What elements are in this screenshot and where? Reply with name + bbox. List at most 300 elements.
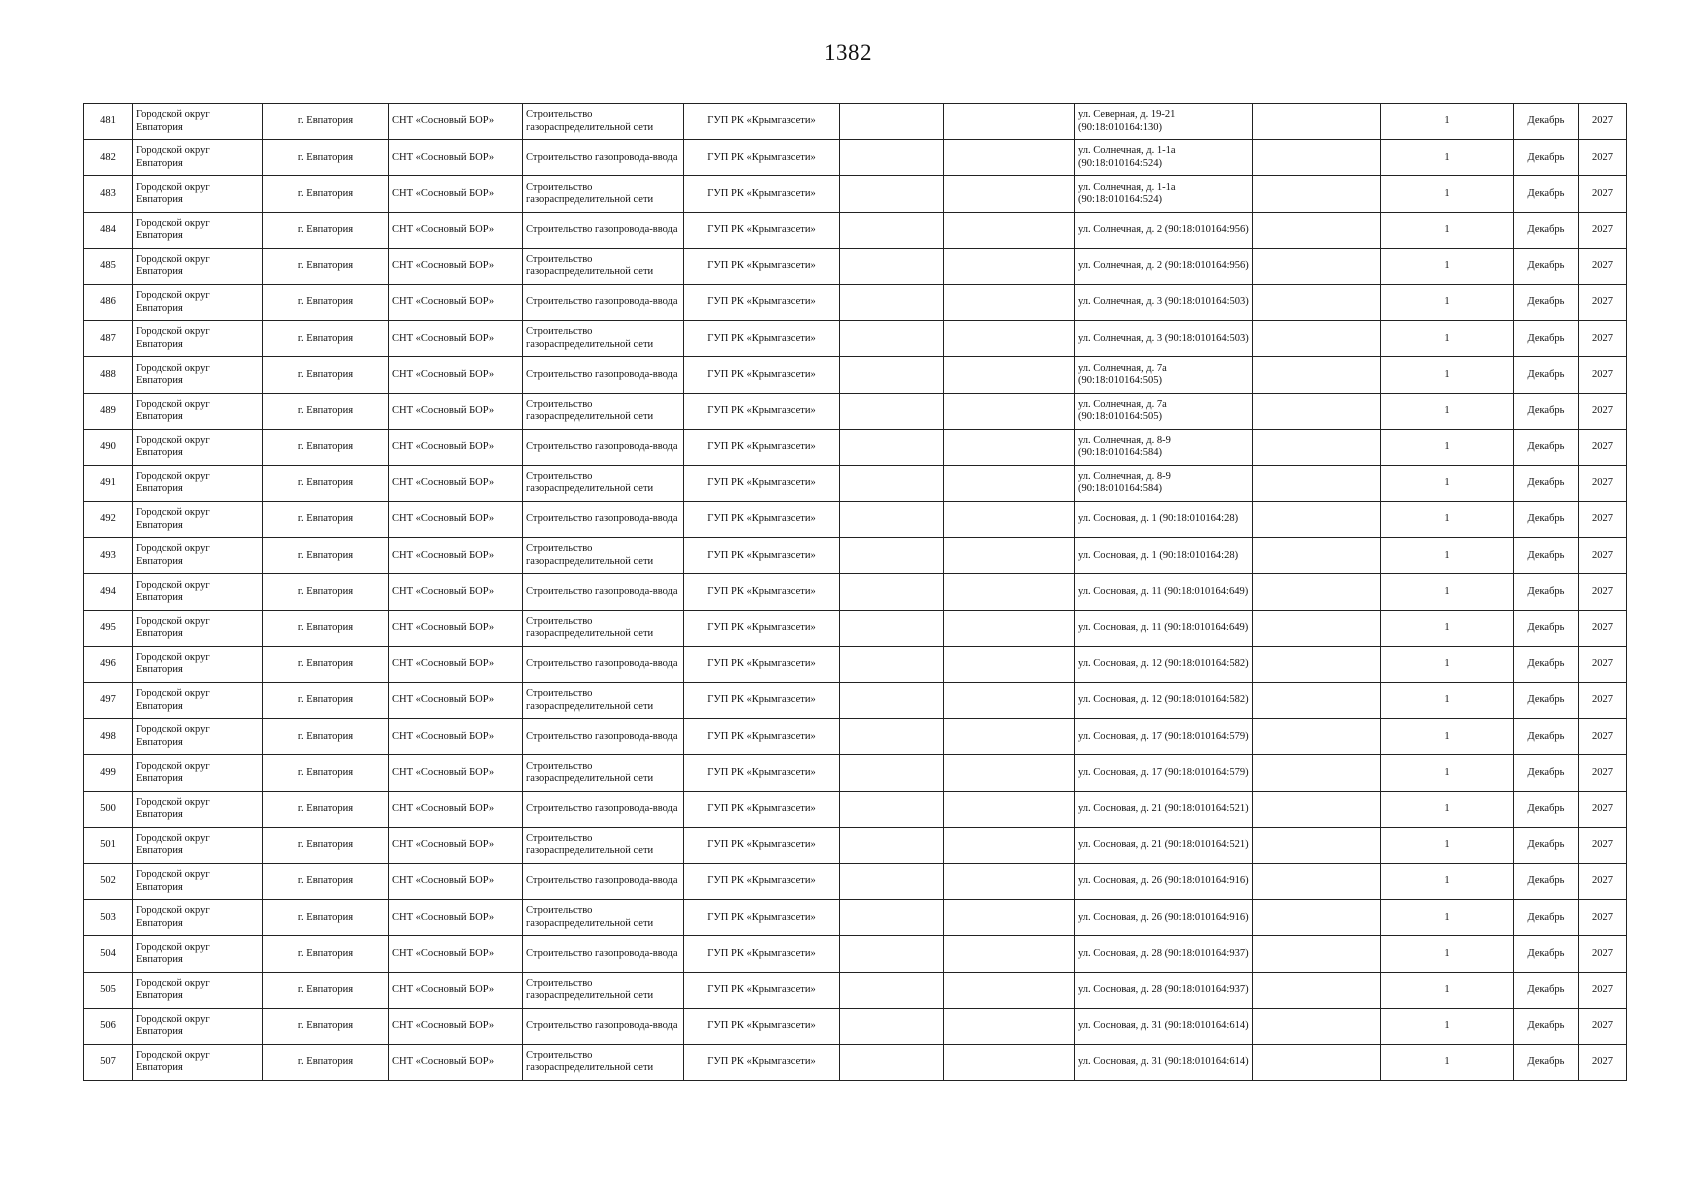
empty-cell xyxy=(840,140,944,176)
year-cell: 2027 xyxy=(1579,900,1627,936)
organization-cell: ГУП РК «Крымгазсети» xyxy=(684,465,840,501)
year-cell: 2027 xyxy=(1579,212,1627,248)
organization-cell: ГУП РК «Крымгазсети» xyxy=(684,755,840,791)
district-cell: Городской округ Евпатория xyxy=(133,502,263,538)
table-row xyxy=(84,104,1627,140)
address-cell: ул. Солнечная, д. 2 (90:18:010164:956) xyxy=(1075,248,1253,284)
district-cell: Городской округ Евпатория xyxy=(133,791,263,827)
city-cell: г. Евпатория xyxy=(263,393,389,429)
snt-cell: СНТ «Сосновый БОР» xyxy=(389,104,523,140)
quantity-cell: 1 xyxy=(1381,1008,1514,1044)
month-cell: Декабрь xyxy=(1514,1008,1579,1044)
address-cell: ул. Солнечная, д. 7а (90:18:010164:505) xyxy=(1075,357,1253,393)
empty-cell xyxy=(840,284,944,320)
table-row xyxy=(84,212,1627,248)
snt-cell: СНТ «Сосновый БОР» xyxy=(389,755,523,791)
snt-cell: СНТ «Сосновый БОР» xyxy=(389,683,523,719)
row-number: 482 xyxy=(84,140,133,176)
empty-cell xyxy=(1253,972,1381,1008)
year-cell: 2027 xyxy=(1579,610,1627,646)
month-cell: Декабрь xyxy=(1514,176,1579,212)
empty-cell xyxy=(1253,176,1381,212)
empty-cell xyxy=(944,321,1075,357)
city-cell: г. Евпатория xyxy=(263,104,389,140)
row-number: 495 xyxy=(84,610,133,646)
empty-cell xyxy=(1253,1008,1381,1044)
district-cell: Городской округ Евпатория xyxy=(133,140,263,176)
empty-cell xyxy=(944,357,1075,393)
quantity-cell: 1 xyxy=(1381,465,1514,501)
quantity-cell: 1 xyxy=(1381,284,1514,320)
year-cell: 2027 xyxy=(1579,465,1627,501)
city-cell: г. Евпатория xyxy=(263,900,389,936)
empty-cell xyxy=(1253,936,1381,972)
row-number: 490 xyxy=(84,429,133,465)
empty-cell xyxy=(944,502,1075,538)
address-cell: ул. Сосновая, д. 26 (90:18:010164:916) xyxy=(1075,863,1253,899)
district-cell: Городской округ Евпатория xyxy=(133,863,263,899)
address-cell: ул. Сосновая, д. 11 (90:18:010164:649) xyxy=(1075,610,1253,646)
address-cell: ул. Сосновая, д. 31 (90:18:010164:614) xyxy=(1075,1044,1253,1080)
quantity-cell: 1 xyxy=(1381,248,1514,284)
empty-cell xyxy=(944,176,1075,212)
snt-cell: СНТ «Сосновый БОР» xyxy=(389,429,523,465)
work-type-cell: Строительство газопровода-ввода xyxy=(523,357,684,393)
empty-cell xyxy=(1253,863,1381,899)
empty-cell xyxy=(1253,791,1381,827)
city-cell: г. Евпатория xyxy=(263,212,389,248)
district-cell: Городской округ Евпатория xyxy=(133,936,263,972)
district-cell: Городской округ Евпатория xyxy=(133,1044,263,1080)
city-cell: г. Евпатория xyxy=(263,502,389,538)
snt-cell: СНТ «Сосновый БОР» xyxy=(389,610,523,646)
empty-cell xyxy=(840,719,944,755)
work-type-cell: Строительство газопровода-ввода xyxy=(523,936,684,972)
empty-cell xyxy=(840,212,944,248)
month-cell: Декабрь xyxy=(1514,212,1579,248)
quantity-cell: 1 xyxy=(1381,719,1514,755)
table-row xyxy=(84,972,1627,1008)
empty-cell xyxy=(944,284,1075,320)
address-cell: ул. Сосновая, д. 21 (90:18:010164:521) xyxy=(1075,791,1253,827)
row-number: 486 xyxy=(84,284,133,320)
quantity-cell: 1 xyxy=(1381,755,1514,791)
empty-cell xyxy=(944,1044,1075,1080)
table-row xyxy=(84,176,1627,212)
city-cell: г. Евпатория xyxy=(263,284,389,320)
table-row xyxy=(84,863,1627,899)
row-number: 507 xyxy=(84,1044,133,1080)
address-cell: ул. Сосновая, д. 31 (90:18:010164:614) xyxy=(1075,1008,1253,1044)
organization-cell: ГУП РК «Крымгазсети» xyxy=(684,140,840,176)
organization-cell: ГУП РК «Крымгазсети» xyxy=(684,827,840,863)
snt-cell: СНТ «Сосновый БОР» xyxy=(389,1044,523,1080)
district-cell: Городской округ Евпатория xyxy=(133,719,263,755)
year-cell: 2027 xyxy=(1579,1044,1627,1080)
organization-cell: ГУП РК «Крымгазсети» xyxy=(684,321,840,357)
city-cell: г. Евпатория xyxy=(263,719,389,755)
city-cell: г. Евпатория xyxy=(263,321,389,357)
address-cell: ул. Северная, д. 19-21 (90:18:010164:130) xyxy=(1075,104,1253,140)
table-row xyxy=(84,357,1627,393)
month-cell: Декабрь xyxy=(1514,357,1579,393)
quantity-cell: 1 xyxy=(1381,863,1514,899)
empty-cell xyxy=(944,863,1075,899)
snt-cell: СНТ «Сосновый БОР» xyxy=(389,176,523,212)
city-cell: г. Евпатория xyxy=(263,683,389,719)
table-row xyxy=(84,284,1627,320)
table-row xyxy=(84,538,1627,574)
row-number: 498 xyxy=(84,719,133,755)
table-row xyxy=(84,646,1627,682)
snt-cell: СНТ «Сосновый БОР» xyxy=(389,791,523,827)
month-cell: Декабрь xyxy=(1514,1044,1579,1080)
organization-cell: ГУП РК «Крымгазсети» xyxy=(684,646,840,682)
district-cell: Городской округ Евпатория xyxy=(133,212,263,248)
organization-cell: ГУП РК «Крымгазсети» xyxy=(684,393,840,429)
city-cell: г. Евпатория xyxy=(263,863,389,899)
district-cell: Городской округ Евпатория xyxy=(133,827,263,863)
empty-cell xyxy=(1253,248,1381,284)
empty-cell xyxy=(1253,574,1381,610)
quantity-cell: 1 xyxy=(1381,104,1514,140)
table-row xyxy=(84,465,1627,501)
district-cell: Городской округ Евпатория xyxy=(133,1008,263,1044)
snt-cell: СНТ «Сосновый БОР» xyxy=(389,321,523,357)
work-type-cell: Строительство газопровода-ввода xyxy=(523,719,684,755)
quantity-cell: 1 xyxy=(1381,900,1514,936)
organization-cell: ГУП РК «Крымгазсети» xyxy=(684,610,840,646)
table-row xyxy=(84,827,1627,863)
table-row xyxy=(84,610,1627,646)
district-cell: Городской округ Евпатория xyxy=(133,429,263,465)
empty-cell xyxy=(840,646,944,682)
month-cell: Декабрь xyxy=(1514,393,1579,429)
snt-cell: СНТ «Сосновый БОР» xyxy=(389,284,523,320)
month-cell: Декабрь xyxy=(1514,719,1579,755)
district-cell: Городской округ Евпатория xyxy=(133,683,263,719)
quantity-cell: 1 xyxy=(1381,936,1514,972)
address-cell: ул. Сосновая, д. 28 (90:18:010164:937) xyxy=(1075,972,1253,1008)
city-cell: г. Евпатория xyxy=(263,791,389,827)
row-number: 503 xyxy=(84,900,133,936)
row-number: 501 xyxy=(84,827,133,863)
row-number: 491 xyxy=(84,465,133,501)
empty-cell xyxy=(944,212,1075,248)
empty-cell xyxy=(1253,104,1381,140)
quantity-cell: 1 xyxy=(1381,502,1514,538)
district-cell: Городской округ Евпатория xyxy=(133,284,263,320)
table-row xyxy=(84,140,1627,176)
address-cell: ул. Сосновая, д. 1 (90:18:010164:28) xyxy=(1075,538,1253,574)
empty-cell xyxy=(944,465,1075,501)
row-number: 506 xyxy=(84,1008,133,1044)
work-type-cell: Строительство газораспределительной сети xyxy=(523,610,684,646)
city-cell: г. Евпатория xyxy=(263,465,389,501)
work-type-cell: Строительство газораспределительной сети xyxy=(523,248,684,284)
organization-cell: ГУП РК «Крымгазсети» xyxy=(684,574,840,610)
snt-cell: СНТ «Сосновый БОР» xyxy=(389,1008,523,1044)
empty-cell xyxy=(944,972,1075,1008)
snt-cell: СНТ «Сосновый БОР» xyxy=(389,900,523,936)
year-cell: 2027 xyxy=(1579,104,1627,140)
quantity-cell: 1 xyxy=(1381,610,1514,646)
snt-cell: СНТ «Сосновый БОР» xyxy=(389,357,523,393)
table-row xyxy=(84,900,1627,936)
organization-cell: ГУП РК «Крымгазсети» xyxy=(684,104,840,140)
empty-cell xyxy=(944,393,1075,429)
year-cell: 2027 xyxy=(1579,502,1627,538)
row-number: 502 xyxy=(84,863,133,899)
month-cell: Декабрь xyxy=(1514,140,1579,176)
address-cell: ул. Сосновая, д. 1 (90:18:010164:28) xyxy=(1075,502,1253,538)
work-type-cell: Строительство газопровода-ввода xyxy=(523,574,684,610)
work-type-cell: Строительство газопровода-ввода xyxy=(523,502,684,538)
empty-cell xyxy=(840,863,944,899)
work-type-cell: Строительство газораспределительной сети xyxy=(523,393,684,429)
row-number: 487 xyxy=(84,321,133,357)
address-cell: ул. Сосновая, д. 12 (90:18:010164:582) xyxy=(1075,646,1253,682)
quantity-cell: 1 xyxy=(1381,1044,1514,1080)
empty-cell xyxy=(840,393,944,429)
empty-cell xyxy=(840,683,944,719)
organization-cell: ГУП РК «Крымгазсети» xyxy=(684,176,840,212)
organization-cell: ГУП РК «Крымгазсети» xyxy=(684,719,840,755)
address-cell: ул. Солнечная, д. 3 (90:18:010164:503) xyxy=(1075,284,1253,320)
row-number: 489 xyxy=(84,393,133,429)
city-cell: г. Евпатория xyxy=(263,574,389,610)
empty-cell xyxy=(1253,755,1381,791)
city-cell: г. Евпатория xyxy=(263,538,389,574)
district-cell: Городской округ Евпатория xyxy=(133,900,263,936)
organization-cell: ГУП РК «Крымгазсети» xyxy=(684,1008,840,1044)
work-type-cell: Строительство газораспределительной сети xyxy=(523,321,684,357)
year-cell: 2027 xyxy=(1579,972,1627,1008)
district-cell: Городской округ Евпатория xyxy=(133,610,263,646)
work-type-cell: Строительство газопровода-ввода xyxy=(523,212,684,248)
year-cell: 2027 xyxy=(1579,936,1627,972)
organization-cell: ГУП РК «Крымгазсети» xyxy=(684,248,840,284)
city-cell: г. Евпатория xyxy=(263,827,389,863)
empty-cell xyxy=(840,900,944,936)
table-body xyxy=(84,104,1627,1081)
organization-cell: ГУП РК «Крымгазсети» xyxy=(684,936,840,972)
snt-cell: СНТ «Сосновый БОР» xyxy=(389,863,523,899)
row-number: 494 xyxy=(84,574,133,610)
work-type-cell: Строительство газораспределительной сети xyxy=(523,1044,684,1080)
year-cell: 2027 xyxy=(1579,646,1627,682)
table-row xyxy=(84,755,1627,791)
month-cell: Декабрь xyxy=(1514,936,1579,972)
address-cell: ул. Солнечная, д. 8-9 (90:18:010164:584) xyxy=(1075,465,1253,501)
year-cell: 2027 xyxy=(1579,284,1627,320)
work-type-cell: Строительство газораспределительной сети xyxy=(523,683,684,719)
address-cell: ул. Сосновая, д. 17 (90:18:010164:579) xyxy=(1075,719,1253,755)
snt-cell: СНТ «Сосновый БОР» xyxy=(389,212,523,248)
empty-cell xyxy=(840,248,944,284)
year-cell: 2027 xyxy=(1579,176,1627,212)
table-row xyxy=(84,683,1627,719)
quantity-cell: 1 xyxy=(1381,646,1514,682)
empty-cell xyxy=(840,1008,944,1044)
snt-cell: СНТ «Сосновый БОР» xyxy=(389,574,523,610)
empty-cell xyxy=(944,755,1075,791)
snt-cell: СНТ «Сосновый БОР» xyxy=(389,465,523,501)
empty-cell xyxy=(944,140,1075,176)
row-number: 496 xyxy=(84,646,133,682)
work-type-cell: Строительство газопровода-ввода xyxy=(523,284,684,320)
city-cell: г. Евпатория xyxy=(263,610,389,646)
work-type-cell: Строительство газораспределительной сети xyxy=(523,465,684,501)
organization-cell: ГУП РК «Крымгазсети» xyxy=(684,1044,840,1080)
row-number: 497 xyxy=(84,683,133,719)
year-cell: 2027 xyxy=(1579,791,1627,827)
quantity-cell: 1 xyxy=(1381,393,1514,429)
address-cell: ул. Солнечная, д. 1-1а (90:18:010164:524) xyxy=(1075,176,1253,212)
empty-cell xyxy=(1253,393,1381,429)
empty-cell xyxy=(840,502,944,538)
table-row xyxy=(84,574,1627,610)
empty-cell xyxy=(944,827,1075,863)
work-type-cell: Строительство газораспределительной сети xyxy=(523,972,684,1008)
table-row xyxy=(84,393,1627,429)
month-cell: Декабрь xyxy=(1514,321,1579,357)
city-cell: г. Евпатория xyxy=(263,140,389,176)
table-row xyxy=(84,791,1627,827)
table-row xyxy=(84,719,1627,755)
empty-cell xyxy=(944,936,1075,972)
row-number: 484 xyxy=(84,212,133,248)
year-cell: 2027 xyxy=(1579,574,1627,610)
empty-cell xyxy=(840,176,944,212)
snt-cell: СНТ «Сосновый БОР» xyxy=(389,538,523,574)
district-cell: Городской округ Евпатория xyxy=(133,248,263,284)
address-cell: ул. Сосновая, д. 28 (90:18:010164:937) xyxy=(1075,936,1253,972)
empty-cell xyxy=(944,248,1075,284)
organization-cell: ГУП РК «Крымгазсети» xyxy=(684,863,840,899)
snt-cell: СНТ «Сосновый БОР» xyxy=(389,502,523,538)
table-row xyxy=(84,429,1627,465)
year-cell: 2027 xyxy=(1579,357,1627,393)
table-row xyxy=(84,936,1627,972)
empty-cell xyxy=(840,321,944,357)
city-cell: г. Евпатория xyxy=(263,429,389,465)
district-cell: Городской округ Евпатория xyxy=(133,104,263,140)
row-number: 504 xyxy=(84,936,133,972)
work-type-cell: Строительство газораспределительной сети xyxy=(523,176,684,212)
work-type-cell: Строительство газопровода-ввода xyxy=(523,791,684,827)
empty-cell xyxy=(1253,900,1381,936)
district-cell: Городской округ Евпатория xyxy=(133,321,263,357)
empty-cell xyxy=(840,1044,944,1080)
table-row xyxy=(84,248,1627,284)
city-cell: г. Евпатория xyxy=(263,972,389,1008)
work-type-cell: Строительство газораспределительной сети xyxy=(523,900,684,936)
work-type-cell: Строительство газопровода-ввода xyxy=(523,429,684,465)
address-cell: ул. Солнечная, д. 2 (90:18:010164:956) xyxy=(1075,212,1253,248)
empty-cell xyxy=(840,538,944,574)
address-cell: ул. Солнечная, д. 8-9 (90:18:010164:584) xyxy=(1075,429,1253,465)
empty-cell xyxy=(840,827,944,863)
empty-cell xyxy=(840,429,944,465)
address-cell: ул. Сосновая, д. 12 (90:18:010164:582) xyxy=(1075,683,1253,719)
address-cell: ул. Сосновая, д. 26 (90:18:010164:916) xyxy=(1075,900,1253,936)
empty-cell xyxy=(840,465,944,501)
year-cell: 2027 xyxy=(1579,1008,1627,1044)
work-type-cell: Строительство газораспределительной сети xyxy=(523,538,684,574)
district-cell: Городской округ Евпатория xyxy=(133,465,263,501)
month-cell: Декабрь xyxy=(1514,791,1579,827)
quantity-cell: 1 xyxy=(1381,791,1514,827)
district-cell: Городской округ Евпатория xyxy=(133,393,263,429)
month-cell: Декабрь xyxy=(1514,248,1579,284)
city-cell: г. Евпатория xyxy=(263,936,389,972)
empty-cell xyxy=(840,972,944,1008)
quantity-cell: 1 xyxy=(1381,683,1514,719)
row-number: 500 xyxy=(84,791,133,827)
quantity-cell: 1 xyxy=(1381,538,1514,574)
address-cell: ул. Сосновая, д. 11 (90:18:010164:649) xyxy=(1075,574,1253,610)
address-cell: ул. Солнечная, д. 7а (90:18:010164:505) xyxy=(1075,393,1253,429)
empty-cell xyxy=(944,1008,1075,1044)
city-cell: г. Евпатория xyxy=(263,1008,389,1044)
city-cell: г. Евпатория xyxy=(263,755,389,791)
year-cell: 2027 xyxy=(1579,429,1627,465)
row-number: 483 xyxy=(84,176,133,212)
table-row xyxy=(84,1044,1627,1080)
row-number: 505 xyxy=(84,972,133,1008)
month-cell: Декабрь xyxy=(1514,574,1579,610)
empty-cell xyxy=(840,574,944,610)
city-cell: г. Евпатория xyxy=(263,176,389,212)
empty-cell xyxy=(840,936,944,972)
snt-cell: СНТ «Сосновый БОР» xyxy=(389,646,523,682)
organization-cell: ГУП РК «Крымгазсети» xyxy=(684,429,840,465)
organization-cell: ГУП РК «Крымгазсети» xyxy=(684,357,840,393)
empty-cell xyxy=(1253,827,1381,863)
quantity-cell: 1 xyxy=(1381,212,1514,248)
row-number: 493 xyxy=(84,538,133,574)
work-type-cell: Строительство газопровода-ввода xyxy=(523,646,684,682)
year-cell: 2027 xyxy=(1579,863,1627,899)
snt-cell: СНТ «Сосновый БОР» xyxy=(389,248,523,284)
month-cell: Декабрь xyxy=(1514,827,1579,863)
quantity-cell: 1 xyxy=(1381,574,1514,610)
address-cell: ул. Солнечная, д. 3 (90:18:010164:503) xyxy=(1075,321,1253,357)
district-cell: Городской округ Евпатория xyxy=(133,574,263,610)
table-row xyxy=(84,321,1627,357)
month-cell: Декабрь xyxy=(1514,502,1579,538)
quantity-cell: 1 xyxy=(1381,176,1514,212)
empty-cell xyxy=(840,755,944,791)
empty-cell xyxy=(1253,284,1381,320)
organization-cell: ГУП РК «Крымгазсети» xyxy=(684,972,840,1008)
month-cell: Декабрь xyxy=(1514,900,1579,936)
row-number: 481 xyxy=(84,104,133,140)
city-cell: г. Евпатория xyxy=(263,357,389,393)
city-cell: г. Евпатория xyxy=(263,1044,389,1080)
year-cell: 2027 xyxy=(1579,393,1627,429)
city-cell: г. Евпатория xyxy=(263,248,389,284)
empty-cell xyxy=(840,357,944,393)
month-cell: Декабрь xyxy=(1514,683,1579,719)
month-cell: Декабрь xyxy=(1514,646,1579,682)
empty-cell xyxy=(944,791,1075,827)
table-row xyxy=(84,1008,1627,1044)
work-type-cell: Строительство газопровода-ввода xyxy=(523,140,684,176)
month-cell: Декабрь xyxy=(1514,972,1579,1008)
empty-cell xyxy=(1253,502,1381,538)
